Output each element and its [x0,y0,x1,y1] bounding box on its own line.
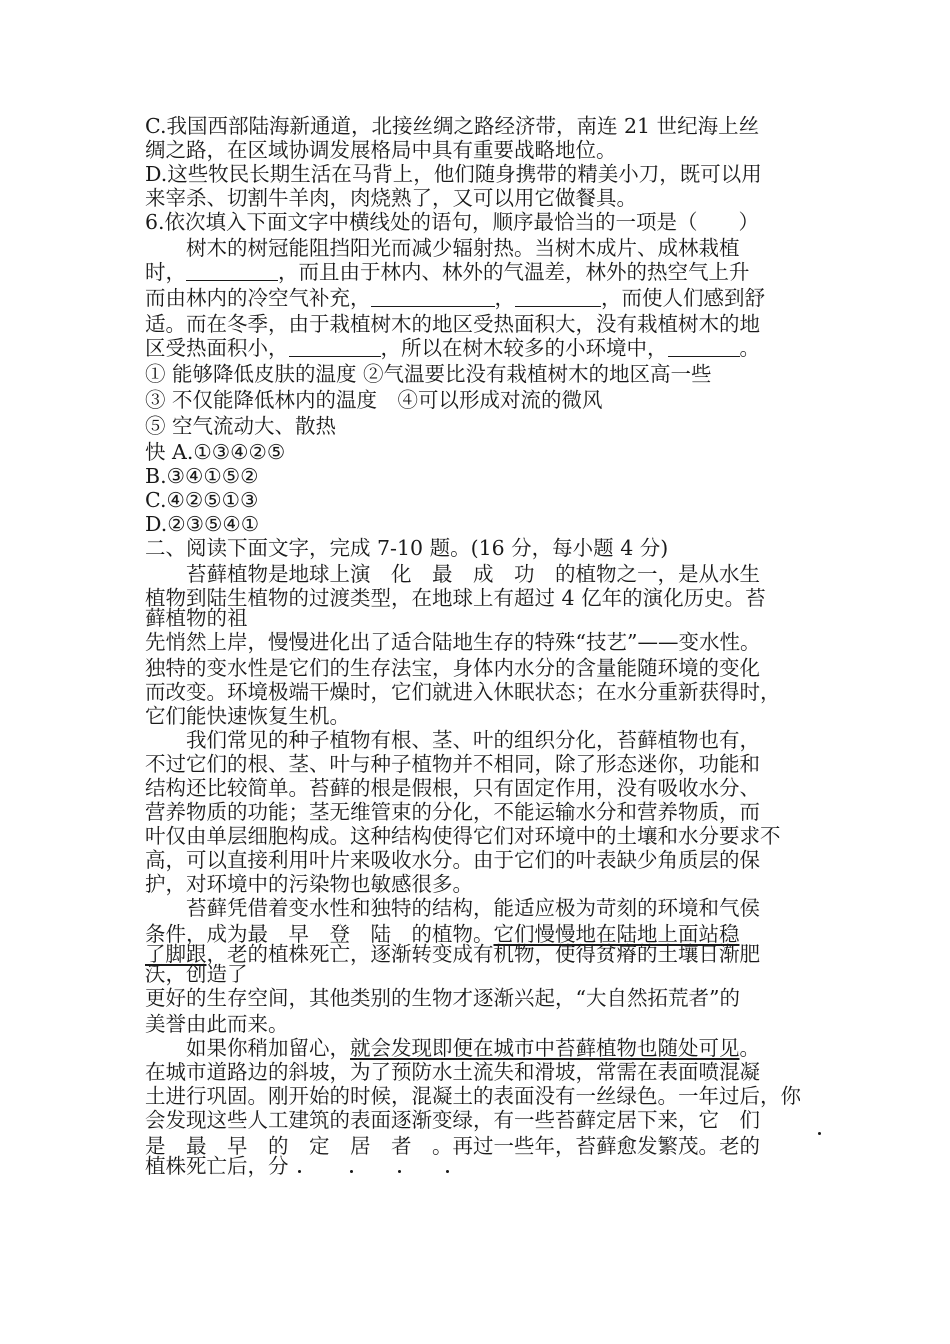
q6-passage-line5 [145,336,760,360]
passage-line: 是 最 早 的 定 居 者 。再过一些年，苔藓愈发繁茂。老的 [145,1134,760,1158]
passage-line: 不过它们的根、茎、叶与种子植物并不相同，除了形态迷你，功能和 [145,752,760,776]
underlined-sentence: 了脚跟 [145,942,207,966]
q6-option-d: D.②③⑤④① [145,512,260,536]
q6-text: 区受热面积小， [145,336,289,360]
fill-blank [186,262,278,281]
q6-text: ，而使人们感到舒 [601,286,765,310]
q6-choices-line3: ⑤ 空气流动大、散热 [145,414,337,438]
passage-line: 它们能快速恢复生机。 [145,704,350,728]
passage-line: 苔藓植物是地球上演 化 最 成 功 的植物之一，是从水生 [145,562,760,586]
q6-choices-line2: ③ 不仅能降低林内的温度 ④可以形成对流的微风 [145,388,603,412]
q6-option-a: 快 A.①③④②⑤ [145,440,286,464]
q6-passage-line2 [145,260,750,284]
passage-line: 先悄然上岸，慢慢进化出了适合陆地生存的特殊“技艺”——变水性。 [145,630,761,654]
passage-line: 植物到陆生植物的过渡类型，在地球上有超过 4 亿年的演化历史。苔 [145,586,766,610]
passage-line: 更好的生存空间，其他类别的生物才逐渐兴起，“大自然拓荒者”的 [145,986,740,1010]
emphasis-dot [350,1170,353,1173]
passage-line: 植株死亡后，分 [145,1154,289,1178]
fill-blank [515,288,601,307]
emphasis-dot [398,1170,401,1173]
passage-line: 高，可以直接利用叶片来吸收水分。由于它们的叶表缺少角质层的保 [145,848,760,872]
q5-option-d-line1: D.这些牧民长期生活在马背上，他们随身携带的精美小刀，既可以用 [145,162,762,186]
passage-line: 护，对环境中的污染物也敏感很多。 [145,872,473,896]
passage-line: 在城市道路边的斜坡，为了预防水土流失和滑坡，常需在表面喷混凝 [145,1060,760,1084]
q6-stem: 6.依次填入下面文字中横线处的语句，顺序最恰当的一项是（ ） [145,210,760,234]
passage-line: 叶仅由单层细胞构成。这种结构使得它们对环境中的土壤和水分要求不 [145,824,781,848]
underlined-sentence: 就会发现即便在城市中苔藓植物也随处可见 [350,1036,740,1060]
q6-text: ， [494,286,515,310]
q6-option-c: C.④②⑤①③ [145,488,259,512]
q6-text: 。 [739,336,760,360]
passage-line: 苔藓凭借着变水性和独特的结构，能适应极为苛刻的环境和气侯 [145,896,760,920]
passage-line: 营养物质的功能；茎无维管束的分化，不能运输水分和营养物质，而 [145,800,760,824]
fill-blank [668,338,740,357]
q6-text: 时， [145,260,186,284]
q6-text: ，所以在树木较多的小环境中， [380,336,668,360]
fill-blank [289,338,381,357]
q5-option-c-line1: C.我国西部陆海新通道，北接丝绸之路经济带，南连 21 世纪海上丝 [145,114,760,138]
passage-text: 。 [739,1036,760,1060]
passage-line: 土进行巩固。刚开始的时候，混凝土的表面没有一丝绿色。一年过后，你 [145,1084,801,1108]
passage-line: 结构还比较简单。苔藓的根是假根，只有固定作用，没有吸收水分、 [145,776,760,800]
q5-option-c-line2: 绸之路，在区域协调发展格局中具有重要战略地位。 [145,138,617,162]
q6-passage-line1: 树木的树冠能阻挡阳光而减少辐射热。当树木成片、成林栽植 [145,236,740,260]
passage-line: 独特的变水性是它们的生存法宝，身体内水分的含量能随环境的变化 [145,656,760,680]
passage-line: 我们常见的种子植物有根、茎、叶的组织分化，苔藓植物也有， [145,728,760,752]
section-heading: 二、阅读下面文字，完成 7-10 题。(16 分，每小题 4 分) [145,536,669,560]
passage-line: 藓植物的祖 [145,606,248,630]
passage-text: ，老的植株死亡，逐渐转变成有机物，使得贫瘠的土壤日渐肥 [206,942,760,966]
q6-option-b: B.③④①⑤② [145,464,259,488]
emphasis-dot [818,1132,821,1135]
q6-passage-line4: 适。而在冬季，由于栽植树木的地区受热面积大，没有栽植树木的地 [145,312,760,336]
emphasis-dot [298,1170,301,1173]
q6-text: 而由林内的冷空气补充， [145,286,371,310]
underlined-sentence: 它们慢慢地在陆地上面站稳 [493,922,740,946]
passage-line: 会发现这些人工建筑的表面逐渐变绿，有一些苔藓定居下来，它 们 [145,1108,760,1132]
passage-text: 如果你稍加留心， [145,1036,350,1060]
passage-line [145,1036,760,1060]
passage-line: 沃，创造了 [145,962,248,986]
passage-text: 条件，成为最 早 登 陆 的植物。 [145,922,494,946]
q6-passage-line3 [145,286,765,310]
passage-line: 美誉由此而来。 [145,1012,289,1036]
passage-line: 而改变。环境极端干燥时，它们就进入休眠状态；在水分重新获得时， [145,680,781,704]
q5-option-d-line2: 来宰杀、切割牛羊肉，肉烧熟了，又可以用它做餐具。 [145,186,637,210]
q6-text: ，而且由于林内、林外的气温差，林外的热空气上升 [278,260,750,284]
q6-choices-line1: ① 能够降低皮肤的温度 ②气温要比没有栽植树木的地区高一些 [145,362,712,386]
fill-blank [371,288,495,307]
emphasis-dot [446,1170,449,1173]
